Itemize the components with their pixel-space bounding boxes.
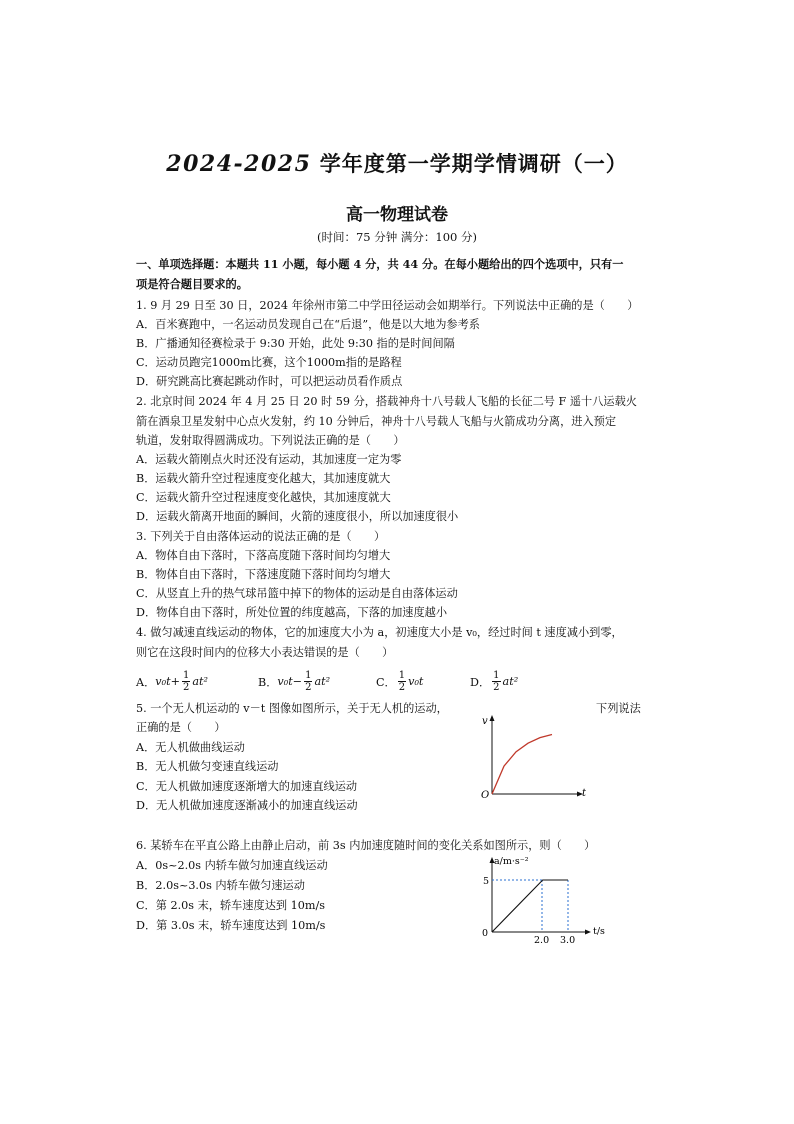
q4-b-half	[304, 670, 312, 693]
q6-y-tick-5: 5	[483, 876, 490, 887]
q4-b-half-num: 1	[305, 670, 312, 681]
q6-x-tick-2: 2.0	[534, 935, 550, 944]
q1-option-c: C．运动员跑完1000m比赛，这个1000m指的是路程	[136, 356, 402, 369]
q4-b-half-den: 2	[305, 682, 312, 693]
q2-stem-2: 箭在酒泉卫星发射中心点火发射，约 10 分钟后，神舟十八号载人飞船与火箭成功分离，进入预定	[136, 415, 617, 428]
exam-title-year: 2024-2025	[166, 151, 312, 177]
q4-a-v0t: v₀t	[155, 675, 171, 688]
q4-options	[136, 670, 518, 693]
q2-option-c: C．运载火箭升空过程速度变化越快，其加速度就大	[136, 491, 391, 504]
q4-c-half	[398, 670, 406, 693]
q5-option-c: C．无人机做加速度逐渐增大的加速直线运动	[136, 780, 358, 793]
exam-subtitle: 高一物理试卷	[346, 205, 448, 225]
q4-a-half-den: 2	[182, 682, 190, 693]
q4-option-b	[258, 670, 376, 693]
q4-d-half	[492, 670, 500, 693]
q4-option-c-label: C．	[376, 675, 396, 689]
exam-title	[0, 148, 794, 178]
q2-stem-1: 2. 北京时间 2024 年 4 月 25 日 20 时 59 分，搭载神舟十八号载人飞船的长征二号 F 遥十八运载火	[136, 395, 637, 408]
q5-y-arrow	[490, 715, 495, 721]
q3-stem: 3. 下列关于自由落体运动的说法正确的是（ ）	[136, 530, 386, 543]
q6-at-graph	[472, 854, 622, 944]
q2-option-a: A．运载火箭刚点火时还没有运动，其加速度一定为零	[136, 453, 402, 466]
q1-stem: 1. 9 月 29 日至 30 日，2024 年徐州市第二中学田径运动会如期举行。下列说法中正确的是（ ）	[136, 299, 639, 312]
q6-option-c: C．第 2.0s 末，轿车速度达到 10m/s	[136, 899, 325, 912]
q6-option-b: B．2.0s~3.0s 内轿车做匀速运动	[136, 879, 305, 892]
q5-vt-graph	[476, 712, 596, 806]
q4-a-at2: at²	[192, 675, 208, 688]
q6-x-arrow	[585, 930, 591, 935]
q4-c-half-den: 2	[398, 682, 406, 693]
q6-origin-label: 0	[482, 928, 489, 939]
q5-stem-2: 正确的是（ ）	[136, 721, 226, 734]
q4-d-half-den: 2	[493, 682, 500, 693]
q3-option-d: D．物体自由下落时，所处位置的纬度越高，下落的加速度越小	[136, 606, 448, 619]
q4-option-d-label: D．	[470, 675, 491, 689]
q6-option-a: A．0s~2.0s 内轿车做匀加速直线运动	[136, 859, 328, 872]
q4-b-at2: at²	[314, 675, 331, 688]
q1-option-b: B．广播通知径赛检录于 9:30 开始，此处 9:30 指的是时间间隔	[136, 337, 455, 350]
q6-y-label: a/m·s⁻²	[494, 856, 529, 867]
q6-option-d: D．第 3.0s 末，轿车速度达到 10m/s	[136, 919, 326, 932]
section-heading-line2: 项是符合题目要求的。	[136, 277, 248, 291]
q6-at-line	[492, 880, 568, 932]
q3-option-a: A．物体自由下落时，下落高度随下落时间均匀增大	[136, 549, 391, 562]
q4-c-v0t: v₀t	[408, 675, 424, 688]
q1-option-a: A．百米赛跑中，一名运动员发现自己在“后退”，他是以大地为参考系	[136, 318, 480, 331]
q4-d-half-num: 1	[493, 670, 500, 681]
q1-option-d: D．研究跳高比赛起跳动作时，可以把运动员看作质点	[136, 375, 403, 388]
q2-option-b: B．运载火箭升空过程速度变化越大，其加速度就大	[136, 472, 391, 485]
q4-option-d	[470, 670, 518, 693]
q4-a-plus: +	[170, 675, 180, 688]
q5-origin-label: O	[481, 790, 490, 801]
q4-b-minus: −	[292, 675, 303, 688]
q3-option-b: B．物体自由下落时，下落速度随下落时间均匀增大	[136, 568, 391, 581]
q6-x-tick-3: 3.0	[560, 935, 576, 944]
q5-x-label: t	[582, 788, 587, 799]
q4-d-at2: at²	[502, 675, 519, 688]
q4-option-c	[376, 670, 470, 693]
q5-option-b: B．无人机做匀变速直线运动	[136, 760, 279, 773]
q3-option-c: C．从竖直上升的热气球吊篮中掉下的物体的运动是自由落体运动	[136, 587, 458, 600]
q4-stem-1: 4. 做匀减速直线运动的物体，它的加速度大小为 a，初速度大小是 v₀，经过时间 t 速度减小到零，	[136, 626, 623, 639]
q4-c-half-num: 1	[398, 670, 406, 681]
exam-time-info: (时间：75 分钟 满分：100 分)	[316, 230, 478, 244]
q5-vt-curve	[492, 735, 552, 795]
q6-stem: 6. 某轿车在平直公路上由静止启动，前 3s 内加速度随时间的变化关系如图所示，则（ ）	[136, 839, 596, 852]
q4-b-v0t: v₀t	[277, 675, 293, 688]
section-heading-line1: 一、单项选择题：本题共 11 小题，每小题 4 分，共 44 分。在每小题给出的四个选项中，只有一	[136, 257, 624, 271]
q4-a-half-num: 1	[182, 670, 190, 681]
q2-stem-3: 轨道，发射取得圆满成功。下列说法正确的是（ ）	[136, 434, 405, 447]
q5-stem-left: 5. 一个无人机运动的 v－t 图像如图所示，关于无人机的运动，	[136, 702, 448, 715]
q5-stem-right: 下列说法	[596, 702, 641, 715]
q4-option-b-label: B．	[258, 675, 278, 689]
q4-a-half	[182, 670, 190, 693]
q6-x-label: t/s	[593, 926, 605, 937]
exam-title-text: 学年度第一学期学情调研（一）	[311, 151, 628, 176]
q4-option-a	[136, 670, 258, 693]
q4-option-a-label: A．	[136, 675, 156, 689]
q2-option-d: D．运载火箭离开地面的瞬间，火箭的速度很小，所以加速度很小	[136, 510, 459, 523]
q5-option-d: D．无人机做加速度逐渐减小的加速直线运动	[136, 799, 358, 812]
q4-stem-2: 则它在这段时间内的位移大小表达错误的是（ ）	[136, 646, 394, 659]
q5-option-a: A．无人机做曲线运动	[136, 741, 245, 754]
q5-y-label: v	[482, 716, 488, 727]
